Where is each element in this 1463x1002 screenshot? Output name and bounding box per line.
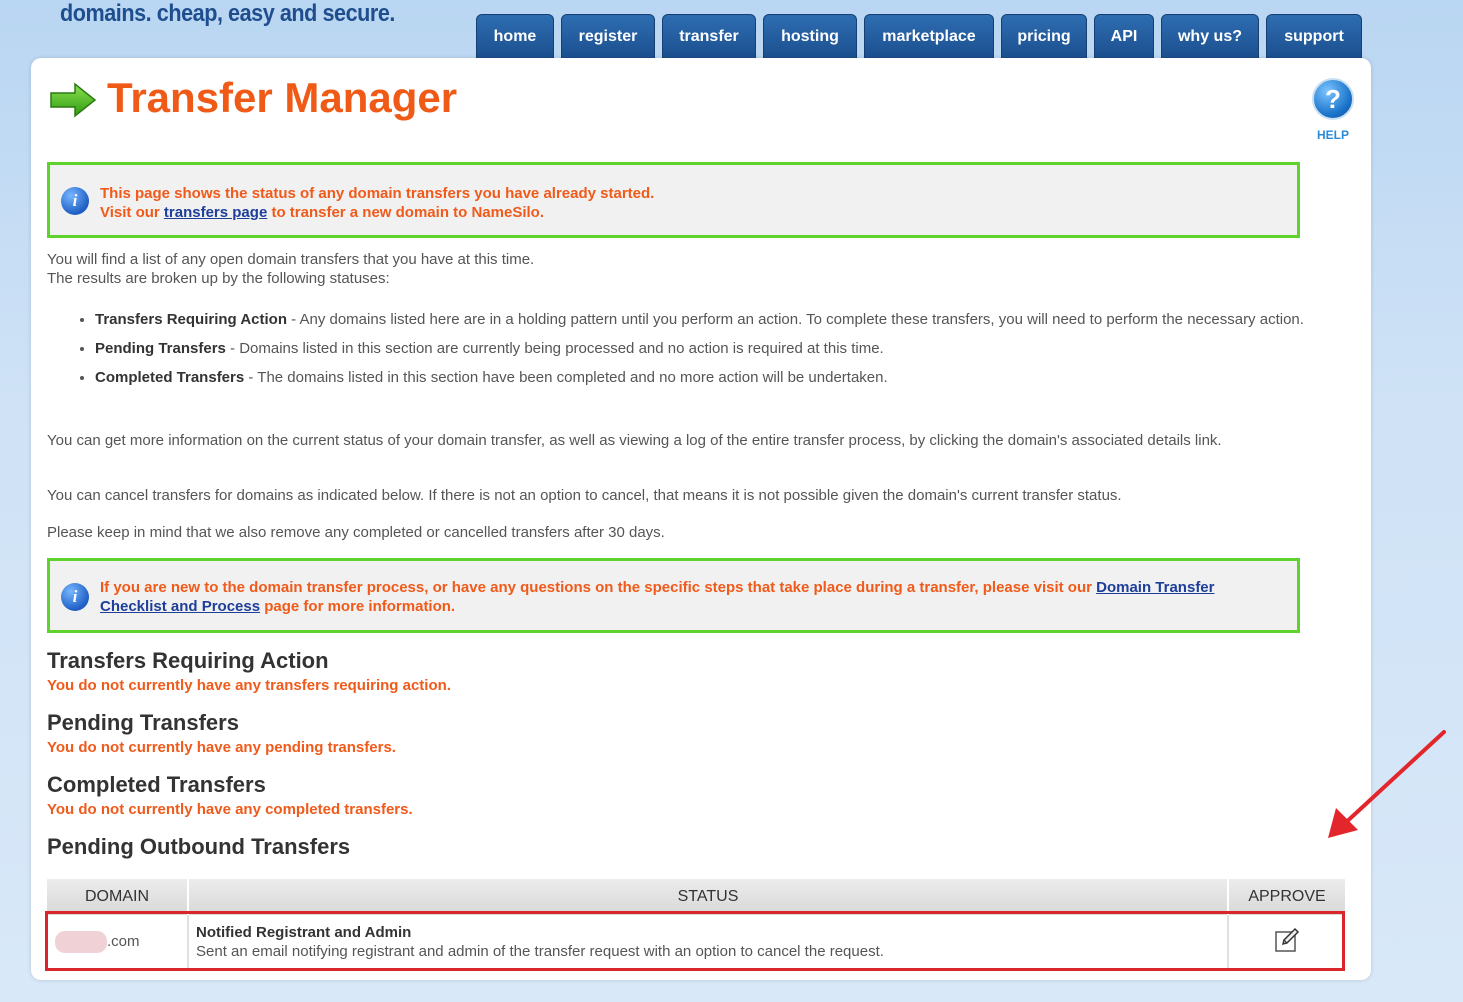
approve-cell bbox=[1228, 915, 1345, 969]
notice-line-1: This page shows the status of any domain transfers you have already started. bbox=[100, 185, 655, 202]
nav-register[interactable]: register bbox=[561, 14, 655, 58]
notice-line-2-suffix: to transfer a new domain to NameSilo. bbox=[267, 204, 544, 221]
edit-icon[interactable] bbox=[1274, 927, 1300, 953]
content-panel bbox=[31, 58, 1371, 980]
message-completed: You do not currently have any completed transfers. bbox=[47, 801, 413, 818]
table-header-row bbox=[47, 879, 1345, 915]
info-icon: i bbox=[61, 187, 89, 215]
info-notice-checklist bbox=[47, 558, 1300, 633]
cancel-paragraph: You can cancel transfers for domains as indicated below. If there is not an option to cancel, that means it is not possible given the domain's current transfer status. bbox=[47, 487, 1122, 504]
intro-line-2: The results are broken up by the following statuses: bbox=[47, 270, 390, 287]
status-desc: - The domains listed in this section have been completed and no more action will be undertaken. bbox=[244, 369, 888, 386]
domain-suffix: .com bbox=[107, 932, 140, 950]
redacted-domain-name bbox=[55, 931, 107, 953]
page-title: Transfer Manager bbox=[107, 74, 458, 121]
status-name: Transfers Requiring Action bbox=[95, 311, 287, 328]
help-icon[interactable]: ? bbox=[1312, 78, 1354, 120]
message-pending: You do not currently have any pending transfers. bbox=[47, 739, 396, 756]
notice-line-2 bbox=[100, 203, 654, 222]
table-row bbox=[47, 915, 1345, 969]
more-info-paragraph: You can get more information on the current status of your domain transfer, as well as viewing a log of the entire transfer process, by clicking the domain's associated details link. bbox=[47, 432, 1222, 449]
remove-paragraph: Please keep in mind that we also remove any completed or cancelled transfers after 30 days. bbox=[47, 524, 665, 541]
nav-api[interactable]: API bbox=[1094, 14, 1154, 58]
heading-completed: Completed Transfers bbox=[47, 772, 266, 797]
status-item bbox=[95, 368, 1385, 387]
info-icon: i bbox=[61, 583, 89, 611]
status-desc: - Domains listed in this section are currently being processed and no action is required at this time. bbox=[225, 340, 884, 357]
site-tagline: domains. cheap, easy and secure. bbox=[60, 0, 395, 27]
green-arrow-icon bbox=[49, 82, 97, 118]
column-header-domain: DOMAIN bbox=[47, 879, 188, 915]
domain-cell[interactable] bbox=[47, 915, 188, 969]
heading-pending: Pending Transfers bbox=[47, 710, 239, 735]
intro-text bbox=[47, 250, 1342, 288]
checklist-link[interactable]: Domain Transfer Checklist and Process bbox=[100, 579, 1215, 615]
transfers-page-link[interactable]: transfers page bbox=[163, 204, 268, 221]
heading-outbound: Pending Outbound Transfers bbox=[47, 834, 351, 859]
status-item bbox=[95, 339, 1385, 358]
status-name: Pending Transfers bbox=[95, 340, 226, 357]
status-desc: - Any domains listed here are in a holding pattern until you perform an action. To complete these transfers, you will need to perform the necessary action. bbox=[286, 311, 1304, 328]
nav-support[interactable]: support bbox=[1266, 14, 1362, 58]
column-header-approve: APPROVE bbox=[1228, 879, 1345, 915]
annotation-arrow-icon bbox=[1320, 728, 1450, 843]
help-button[interactable] bbox=[1311, 78, 1355, 142]
notice-line-2-prefix: Visit our bbox=[100, 204, 164, 221]
status-title: Notified Registrant and Admin bbox=[196, 924, 412, 941]
main-nav bbox=[476, 14, 1362, 58]
nav-home[interactable]: home bbox=[476, 14, 554, 58]
heading-requiring-action: Transfers Requiring Action bbox=[47, 648, 329, 673]
status-item bbox=[95, 310, 1385, 329]
notice-suffix: page for more information. bbox=[260, 598, 456, 615]
notice-text bbox=[100, 184, 654, 222]
status-cell bbox=[188, 915, 1228, 969]
nav-marketplace[interactable]: marketplace bbox=[864, 14, 994, 58]
nav-pricing[interactable]: pricing bbox=[1001, 14, 1087, 58]
status-name: Completed Transfers bbox=[95, 369, 245, 386]
notice-prefix: If you are new to the domain transfer process, or have any questions on the specific steps that take place during a transfer, please visit our bbox=[100, 579, 1097, 596]
status-description: Sent an email notifying registrant and admin of the transfer request with an option to cancel the request. bbox=[196, 943, 884, 960]
nav-why-us[interactable]: why us? bbox=[1161, 14, 1259, 58]
help-label[interactable]: HELP bbox=[1316, 128, 1349, 142]
nav-transfer[interactable]: transfer bbox=[662, 14, 756, 58]
outbound-transfers-table bbox=[47, 879, 1345, 969]
column-header-status: STATUS bbox=[188, 879, 1228, 915]
message-requiring-action: You do not currently have any transfers requiring action. bbox=[47, 677, 451, 694]
notice-text bbox=[100, 578, 1280, 616]
intro-line-1: You will find a list of any open domain transfers that you have at this time. bbox=[47, 251, 535, 268]
info-notice-transfers bbox=[47, 162, 1300, 238]
nav-hosting[interactable]: hosting bbox=[763, 14, 857, 58]
status-list bbox=[47, 310, 1385, 397]
